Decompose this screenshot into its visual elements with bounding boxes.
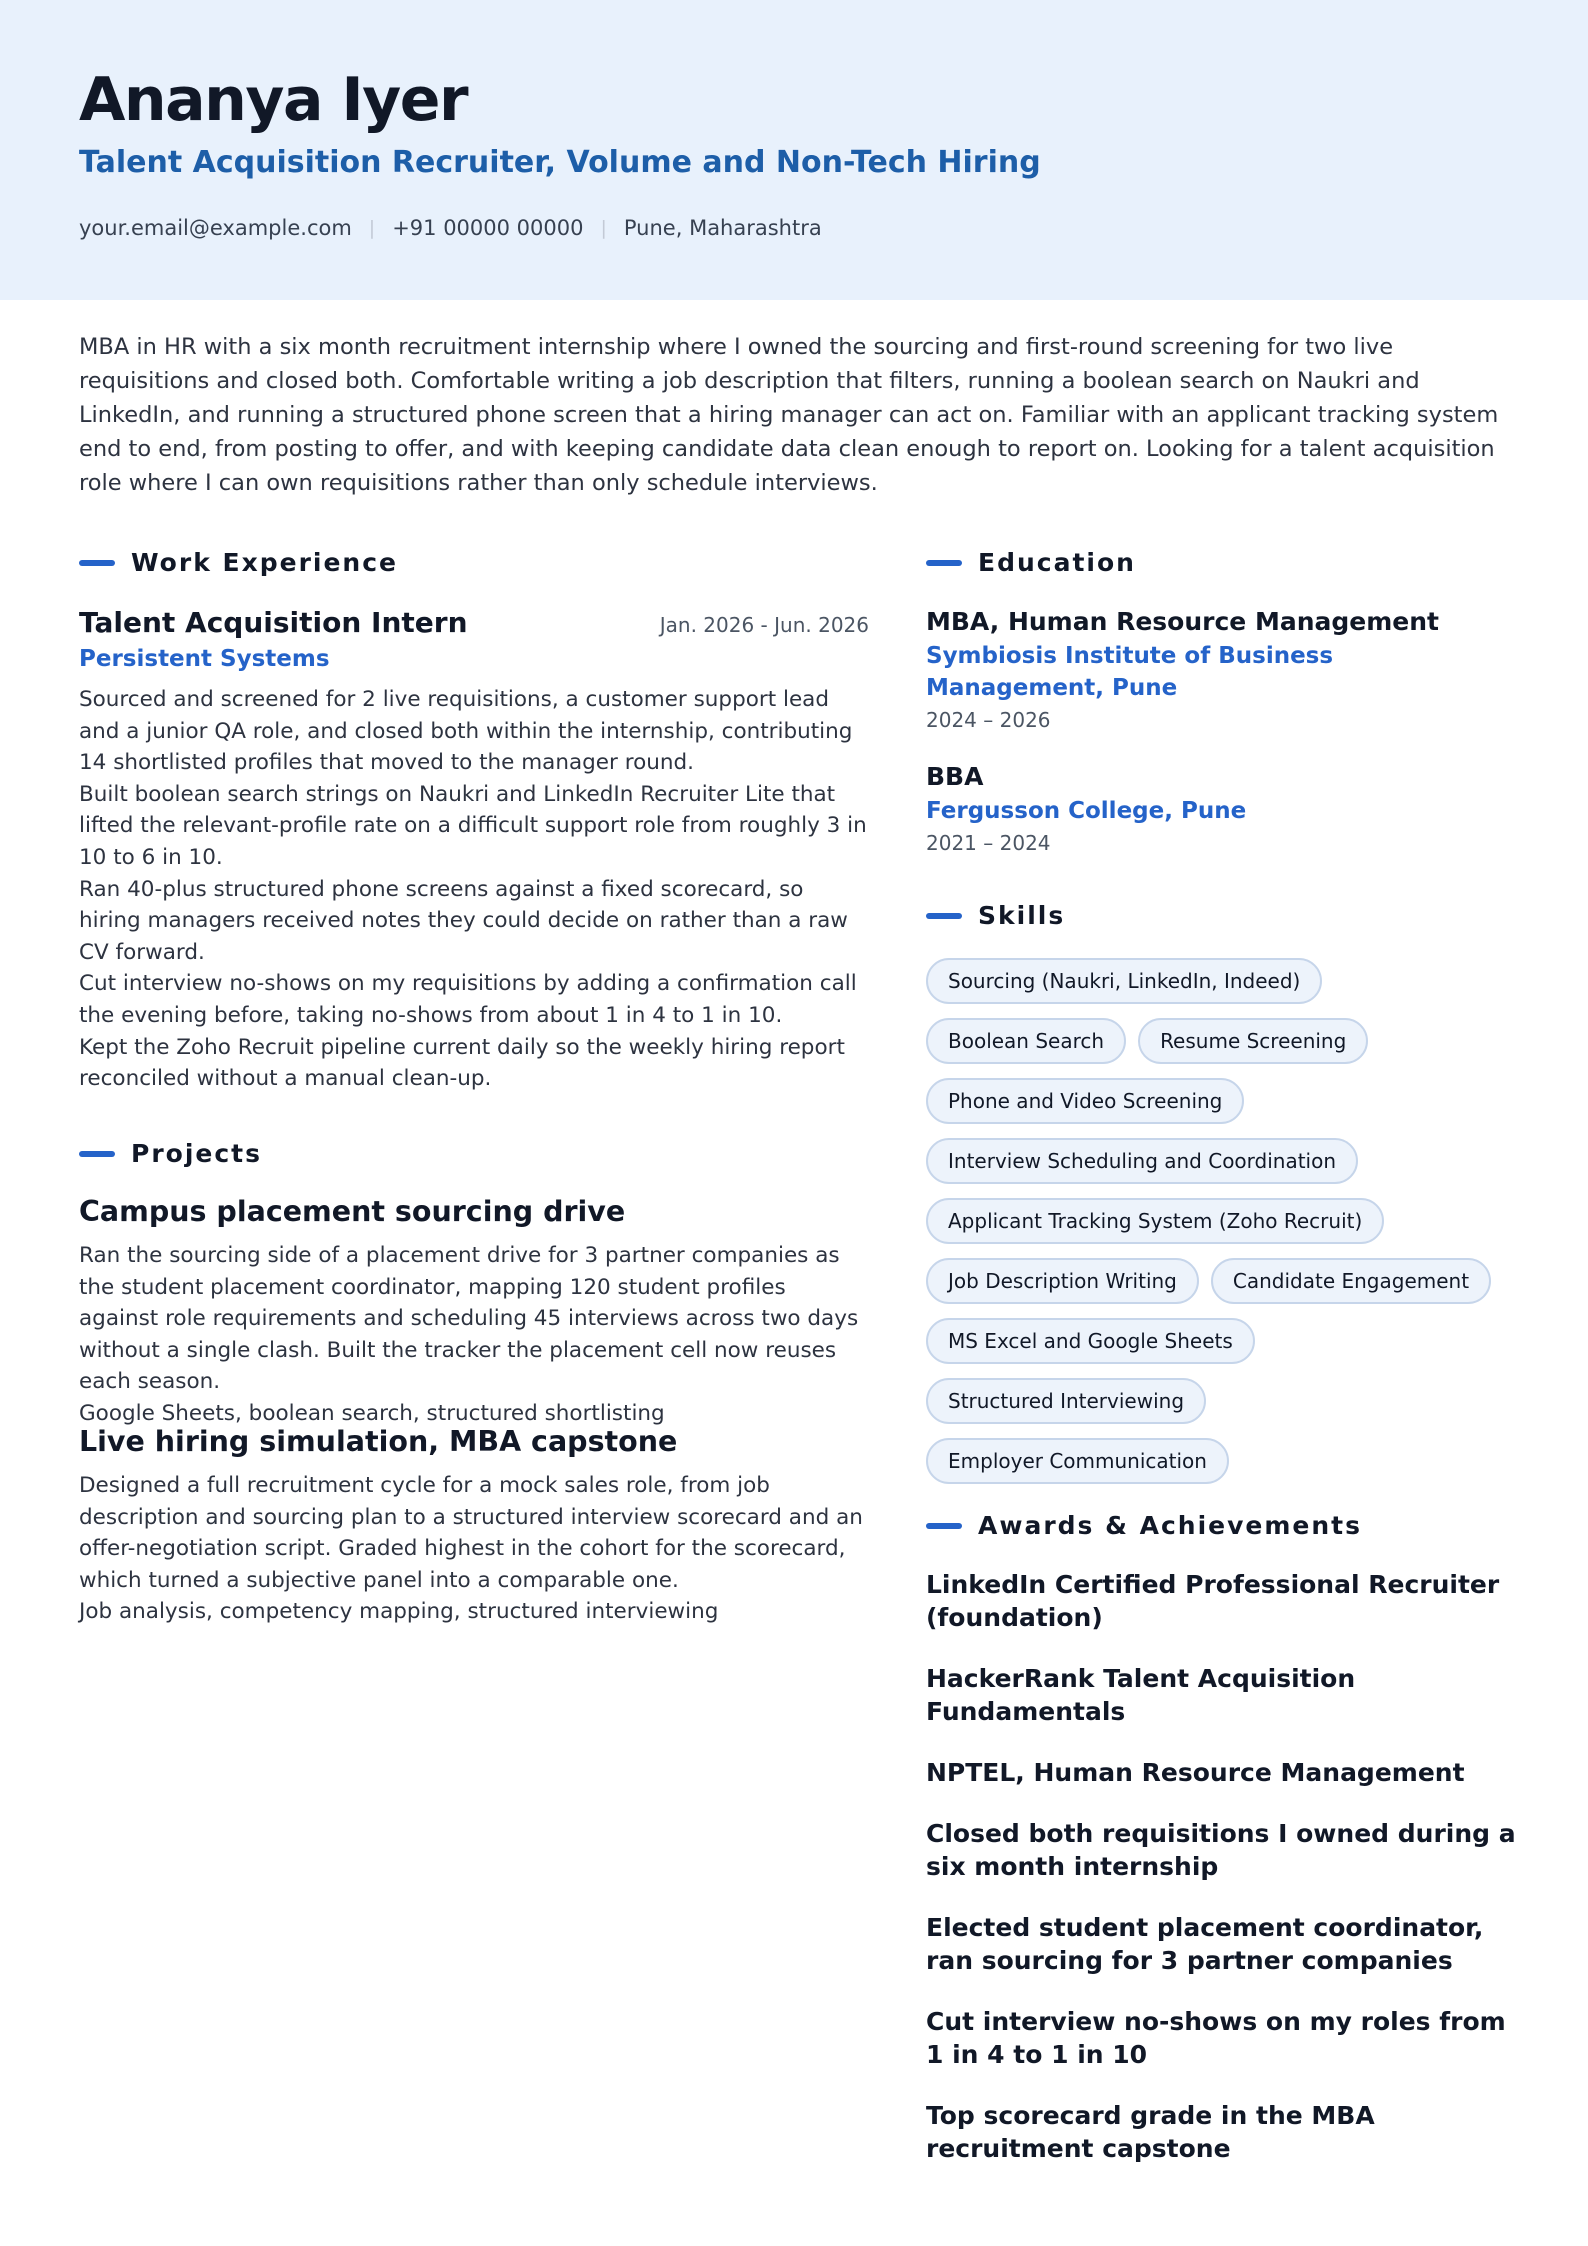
education-years: 2024 – 2026 xyxy=(926,708,1051,732)
project-tools: Google Sheets, boolean search, structured shortlisting xyxy=(79,1400,665,1426)
professional-summary: MBA in HR with a six month recruitment internship where I owned the sourcing and first-round screening for two live requisitions and closed both. Comfortable writing a job description that filters, running a boolean search on Naukri and LinkedIn, and running a structured phone screen that a hiring manager can act on. Familiar with an applicant tracking system end to end, from posting to offer, and with keeping candidate data clean enough to report on. Looking for a talent acquisition role where I can own requisitions rather than only schedule interviews. xyxy=(79,334,1499,496)
section-title: Skills xyxy=(978,901,1066,930)
project-description: Ran the sourcing side of a placement drive for 3 partner companies as the student placement coordinator, mapping 120 student profiles against role requirements and scheduling 45 interviews across two days without a single clash. Built the tracker the placement cell now reuses each season. xyxy=(79,1243,859,1395)
candidate-name: Ananya Iyer xyxy=(79,65,468,135)
contact-separator: | xyxy=(368,217,376,239)
skill-chip: Resume Screening xyxy=(1138,1018,1368,1064)
resume-header xyxy=(0,0,1588,300)
section-title: Awards & Achievements xyxy=(978,1511,1363,1540)
education-entry xyxy=(926,606,1516,734)
project-title: Campus placement sourcing drive xyxy=(79,1195,626,1228)
awards-list xyxy=(926,1568,1516,2193)
award-item: LinkedIn Certified Professional Recruiter (foundation) xyxy=(926,1570,1500,1632)
project-description: Designed a full recruitment cycle for a mock sales role, from job description and sourcing plan to a structured interview scorecard and an offer-negotiation script. Graded highest in the cohort for the scorecard, which turned a subjective panel into a comparable one. xyxy=(79,1473,863,1593)
section-heading-education xyxy=(926,547,1136,579)
job-company: Persistent Systems xyxy=(79,646,330,672)
skill-chip: Interview Scheduling and Coordination xyxy=(926,1138,1358,1184)
award-item: Elected student placement coordinator, ran sourcing for 3 partner companies xyxy=(926,1913,1484,1975)
skill-chip: MS Excel and Google Sheets xyxy=(926,1318,1255,1364)
project-body xyxy=(79,1470,869,1628)
email-text: your.email@example.com xyxy=(79,216,352,240)
contact-line xyxy=(79,214,822,242)
award-item: NPTEL, Human Resource Management xyxy=(926,1758,1465,1787)
skill-chip: Structured Interviewing xyxy=(926,1378,1206,1424)
education-years: 2021 – 2024 xyxy=(926,831,1051,855)
skills-list xyxy=(926,958,1516,1484)
work-entry xyxy=(79,606,869,1095)
skill-chip: Candidate Engagement xyxy=(1211,1258,1491,1304)
job-bullet: Built boolean search strings on Naukri and LinkedIn Recruiter Lite that lifted the relevant-profile rate on a difficult support role from roughly 3 in 10 to 6 in 10. xyxy=(79,781,867,870)
section-accent-bar xyxy=(926,1523,962,1529)
skill-chip: Applicant Tracking System (Zoho Recruit) xyxy=(926,1198,1384,1244)
award-item: Top scorecard grade in the MBA recruitment capstone xyxy=(926,2101,1375,2163)
project-tools: Job analysis, competency mapping, structured interviewing xyxy=(79,1599,719,1625)
job-title: Talent Acquisition Intern xyxy=(79,606,468,639)
skill-chip: Job Description Writing xyxy=(926,1258,1199,1304)
location-text: Pune, Maharashtra xyxy=(623,216,822,240)
section-heading-awards xyxy=(926,1510,1362,1542)
skill-chip: Sourcing (Naukri, LinkedIn, Indeed) xyxy=(926,958,1322,1004)
section-accent-bar xyxy=(79,1151,115,1157)
section-title: Work Experience xyxy=(131,548,398,577)
section-heading-work xyxy=(79,547,398,579)
candidate-headline: Talent Acquisition Recruiter, Volume and Non-Tech Hiring xyxy=(79,145,1041,180)
job-bullet: Ran 40-plus structured phone screens against a fixed scorecard, so hiring managers received notes they could decide on rather than a raw CV forward. xyxy=(79,876,848,965)
section-accent-bar xyxy=(926,560,962,566)
job-bullet: Cut interview no-shows on my requisitions by adding a confirmation call the evening before, taking no-shows from about 1 in 4 to 1 in 10. xyxy=(79,971,857,1028)
project-entry xyxy=(79,1194,869,1430)
education-degree: MBA, Human Resource Management xyxy=(926,607,1439,636)
section-title: Education xyxy=(978,548,1136,577)
award-item: HackerRank Talent Acquisition Fundamentals xyxy=(926,1664,1356,1726)
job-dates: Jan. 2026 - Jun. 2026 xyxy=(659,613,869,637)
phone-text: +91 00000 00000 xyxy=(392,216,584,240)
education-school: Symbiosis Institute of Business Management, Pune xyxy=(926,643,1334,701)
section-title: Projects xyxy=(131,1139,263,1168)
section-heading-skills xyxy=(926,900,1065,932)
job-bullet: Sourced and screened for 2 live requisitions, a customer support lead and a junior QA role, and closed both within the internship, contributing 14 shortlisted profiles that moved to the manager round. xyxy=(79,687,853,776)
award-item: Cut interview no-shows on my roles from 1 in 4 to 1 in 10 xyxy=(926,2007,1506,2069)
section-heading-projects xyxy=(79,1138,262,1170)
skill-chip: Phone and Video Screening xyxy=(926,1078,1244,1124)
job-bullet: Kept the Zoho Recruit pipeline current daily so the weekly hiring report reconciled without a manual clean-up. xyxy=(79,1034,845,1092)
project-body xyxy=(79,1240,869,1430)
section-accent-bar xyxy=(79,560,115,566)
education-entry xyxy=(926,761,1516,857)
job-bullets xyxy=(79,684,869,1095)
project-title: Live hiring simulation, MBA capstone xyxy=(79,1425,678,1458)
education-degree: BBA xyxy=(926,762,984,791)
education-school: Fergusson College, Pune xyxy=(926,798,1247,824)
skill-chip: Boolean Search xyxy=(926,1018,1126,1064)
skill-chip: Employer Communication xyxy=(926,1438,1229,1484)
award-item: Closed both requisitions I owned during a six month internship xyxy=(926,1819,1516,1881)
project-entry xyxy=(79,1424,869,1628)
section-accent-bar xyxy=(926,913,962,919)
contact-separator: | xyxy=(600,217,607,239)
